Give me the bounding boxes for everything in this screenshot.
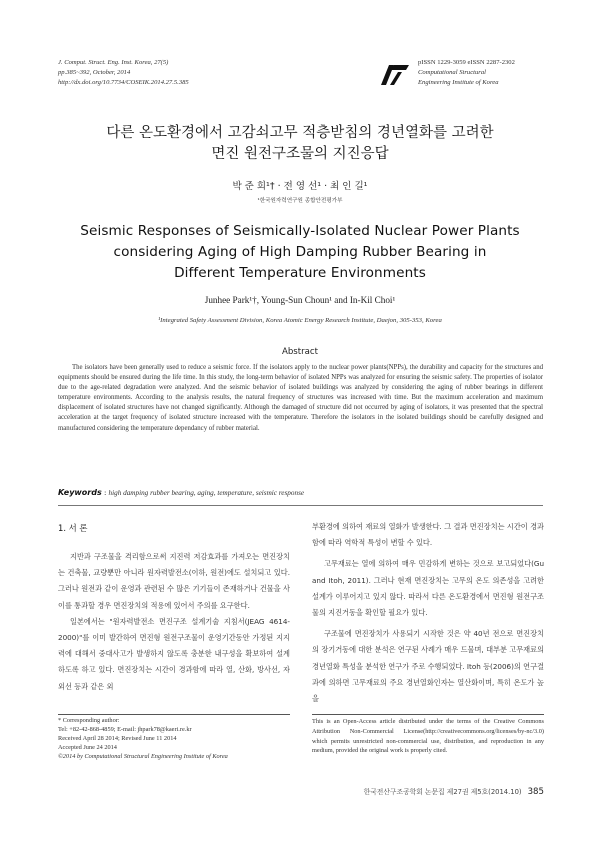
authors-english: Junhee Park¹†, Young-Sun Choun¹ and In-Kil Choi¹ [204, 295, 396, 305]
title-english-line3: Different Temperature Environments [174, 265, 426, 281]
page-range: pp.385~392, October, 2014 [58, 69, 131, 76]
body-column-left [58, 549, 290, 695]
paragraph: 일본에서는 "원자력발전소 면진구조 설계기술 지침서(JEAG 4614-2000)"를 이미 발간하여 면진형 원전구조물이 운영기간동안 가정된 지지력에 대해서 중대사고가 발생하지 않도록 충분한 내구성을 확보하여 설계하도록 하고 있다. 면진장치는 시간이 경과함에 따라 열, 산화, 방사선, 자외선 등과 같은 외 [58, 616, 290, 691]
title-english-line1: Seismic Responses of Seismically-Isolated Nuclear Power Plants [80, 223, 520, 239]
received-date: Received April 28 2014; Revised June 11 2014 [58, 734, 177, 742]
footnote-divider-right [312, 714, 544, 715]
page-footer [364, 786, 544, 797]
keywords-label: Keywords [58, 488, 102, 497]
page-number: 385 [527, 787, 544, 797]
corresponding-author-note [58, 717, 290, 762]
journal-header-left [58, 58, 298, 88]
corresponding-label: * Corresponding author: [58, 717, 120, 724]
journal-header-right [418, 58, 568, 88]
copyright-notice: ©2014 by Computational Structural Engineering Institute of Korea [58, 752, 228, 760]
section-heading: 1. 서 론 [58, 523, 88, 533]
title-korean [40, 123, 560, 165]
open-access-notice: This is an Open-Access article distributed under the terms of the Creative Commons Attribution Non-Commercial License(http://creativecommons.org/licenses/by-nc/3.0) which permits unrestricted non-commercial use, distribution, and reproduction in any medium, provided the original work is properly cited. [312, 718, 544, 755]
authors-korean: 박 준 희¹† · 전 영 선¹ · 최 인 길¹ [232, 181, 368, 192]
abstract-divider [58, 505, 543, 506]
keywords-separator: : [101, 489, 109, 497]
abstract-text: The isolators have been generally used to reduce a seismic force. If the isolators apply to the nuclear power plants(NPPs), the durability and capacity for the structures and equipments should be ensured during the life time. In this study, the long-term behavior of isolated NPPs was analyzed for ensuring the seismic safety. The properties of isolator due to the age-related degradation were analyzed. And the seismic behavior of isolated buildings was analyzed by considering the aging of rubber bearings in different temperature environments. According to the analysis results, the natural frequency of structures was increased with time. But the maximum acceleration and maximum displacement of isolated structures have not changed significantly. Although the damaged of structure did not occurred by aging of isolators, it was presented that the spectral acceleration at the target frequency of isolated structure increased with the temperature. Therefore the isolators in the isolated buildings should be carefully designed and manufactured considering the temperature dependancy of rubber material. [58, 364, 543, 432]
title-korean-line2: 면진 원전구조물의 지진응답 [211, 146, 389, 162]
body-column-right [312, 519, 544, 707]
title-english-line2: considering Aging of High Damping Rubber Bearing in [113, 244, 487, 260]
footnote-divider-left [58, 714, 290, 715]
journal-citation: J. Comput. Struct. Eng. Inst. Korea, 27(5) [58, 59, 169, 66]
accepted-date: Accepted June 24 2014 [58, 743, 117, 751]
affiliation-korean: ¹한국원자력연구원 종합안전평가부 [257, 198, 343, 204]
title-korean-line1: 다른 온도환경에서 고감쇠고무 적층받침의 경년열화를 고려한 [106, 125, 494, 141]
society-name-line1: Computational Structural [418, 69, 486, 76]
author-contact: Tel: +82-42-868-4859; E-mail: jhpark78@kaeri.re.kr [58, 725, 192, 733]
issn-line: pISSN 1229-3059 eISSN 2287-2302 [418, 59, 515, 66]
coseik-logo-icon [380, 64, 410, 86]
affiliation-english: ¹Integrated Safety Assessment Division, Korea Atomic Energy Research Institute, Daejon, 305-353, Korea [158, 317, 442, 324]
paragraph: 지반과 구조물을 격리함으로써 지진력 저감효과를 가져오는 면진장치는 건축물, 교량뿐만 아니라 원자력발전소(이하, 원전)에도 설치되고 있다. 그러나 원전과 같이 운영과 관련된 수 많은 기기들이 존재하거나 건물을 사이를 통과할 경우 면진장치의 적용에 있어서 주의를 요구한다. [58, 552, 290, 610]
paragraph: 부환경에 의하여 재료의 열화가 발생한다. 그 결과 면진장치는 시간이 경과함에 따라 역학적 특성이 변할 수 있다. [312, 522, 544, 548]
society-name-line2: Engineering Institute of Korea [418, 79, 499, 86]
keywords-line [58, 488, 543, 497]
footer-journal: 한국전산구조공학회 논문집 제27권 제5호(2014.10) [363, 788, 522, 796]
keywords-text: high damping rubber bearing, aging, temperature, seismic response [108, 489, 305, 497]
abstract-heading: Abstract [281, 347, 319, 357]
paragraph: 고무재료는 열에 의하여 매우 민감하게 변하는 것으로 보고되었다(Gu and Itoh, 2011). 그러나 현재 면진장치는 고무의 온도 의존성을 고려한 설계가 이루어지고 있지 않다. 따라서 다른 온도환경에서 면진형 원전구조물의 지진거동을 확인할 필요가 있다. [312, 559, 544, 618]
title-english [40, 221, 560, 284]
doi-link[interactable]: http://dx.doi.org/10.7734/COSEIK.2014.27.5.385 [58, 79, 189, 86]
paragraph: 구조물에 면진장치가 사용되기 시작한 것은 약 40년 전으로 면진장치의 장기거동에 대한 분석은 연구된 사례가 매우 드물며, 대부분 고무재료의 경년열화 특성을 분석한 연구가 주로 수행되었다. Itoh 등(2006)의 연구결과에 의하면 고무재료의 주요 경년열화인자는 열산화이며, 특히 온도가 높을 [312, 629, 544, 704]
